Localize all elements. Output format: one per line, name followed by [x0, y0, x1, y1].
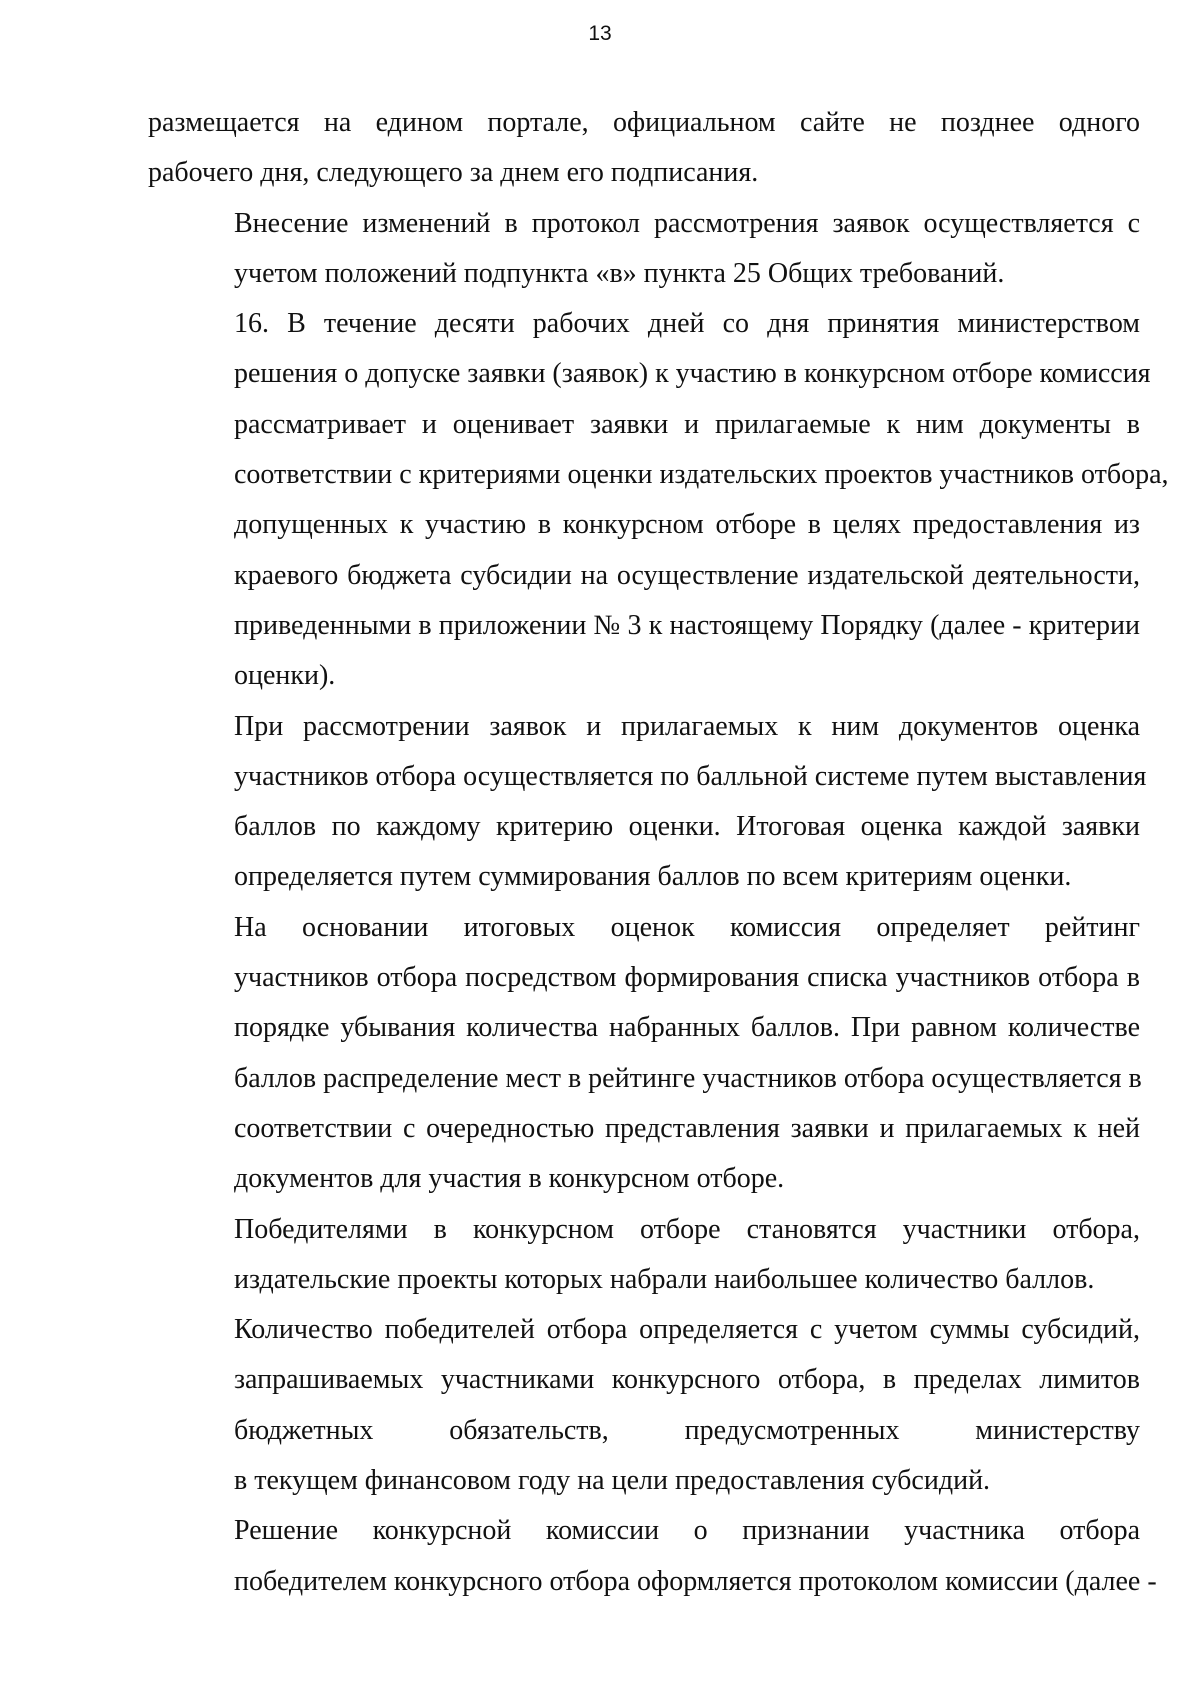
text-line: баллов по каждому критерию оценки. Итоговая оценка каждой заявки [234, 811, 1140, 843]
text-line: решения о допуске заявки (заявок) к участию в конкурсном отборе комиссия [234, 358, 1151, 390]
document-body [148, 98, 1169, 1607]
paragraph-6 [148, 1205, 1140, 1306]
text-line: краевого бюджета субсидии на осуществление издательской деятельности, [234, 559, 1140, 591]
text-line: При рассмотрении заявок и прилагаемых к ним документов оценка [234, 710, 1140, 742]
text-line: размещается на едином портале, официальном сайте не позднее одного [148, 107, 1140, 138]
text-line: На основании итоговых оценок комиссия определяет рейтинг [234, 911, 1140, 943]
text-line: учетом положений подпункта «в» пункта 25 Общих требований. [234, 257, 1005, 289]
paragraph-3 [148, 299, 1169, 701]
text-line: бюджетных обязательств, предусмотренных министерству [234, 1414, 1140, 1446]
text-line: оценки). [234, 660, 336, 692]
text-line: порядке убывания количества набранных баллов. При равном количестве [234, 1012, 1140, 1044]
text-line: 16. В течение десяти рабочих дней со дня принятия министерством [234, 308, 1140, 340]
text-line: приведенными в приложении № 3 к настоящему Порядку (далее - критерии [234, 609, 1140, 641]
paragraph-8 [148, 1506, 1157, 1607]
text-line: допущенных к участию в конкурсном отборе в целях предоставления из [234, 509, 1140, 541]
text-line: документов для участия в конкурсном отборе. [234, 1163, 785, 1195]
text-line: определяется путем суммирования баллов по всем критериям оценки. [234, 861, 1072, 893]
page-number: 13 [588, 22, 612, 45]
text-line: Количество победителей отбора определяется с учетом суммы субсидий, [234, 1314, 1140, 1346]
text-line: участников отбора посредством формирования списка участников отбора в [234, 962, 1140, 994]
paragraph-7 [148, 1305, 1140, 1506]
paragraph-1 [148, 98, 1140, 199]
text-line: Внесение изменений в протокол рассмотрения заявок осуществляется с [234, 207, 1140, 239]
text-line: участников отбора осуществляется по балльной системе путем выставления [234, 760, 1147, 792]
text-line: победителем конкурсного отбора оформляется протоколом комиссии (далее - [234, 1565, 1157, 1597]
text-line: Решение конкурсной комиссии о признании участника отбора [234, 1515, 1140, 1547]
paragraph-2 [148, 199, 1140, 300]
text-line: запрашиваемых участниками конкурсного отбора, в пределах лимитов [234, 1364, 1140, 1396]
text-line: соответствии с критериями оценки издательских проектов участников отбора, [234, 459, 1169, 491]
paragraph-4 [148, 702, 1147, 903]
text-line: рассматривает и оценивает заявки и прилагаемые к ним документы в [234, 408, 1140, 440]
text-line: в текущем финансовом году на цели предоставления субсидий. [234, 1465, 991, 1497]
paragraph-5 [148, 903, 1140, 1205]
text-line: рабочего дня, следующего за днем его подписания. [148, 157, 759, 189]
text-line: баллов распределение мест в рейтинге участников отбора осуществляется в [234, 1062, 1142, 1094]
text-line: соответствии с очередностью представления заявки и прилагаемых к ней [234, 1112, 1140, 1144]
text-line: издательские проекты которых набрали наибольшее количество баллов. [234, 1263, 1095, 1295]
text-line: Победителями в конкурсном отборе становятся участники отбора, [234, 1213, 1140, 1245]
